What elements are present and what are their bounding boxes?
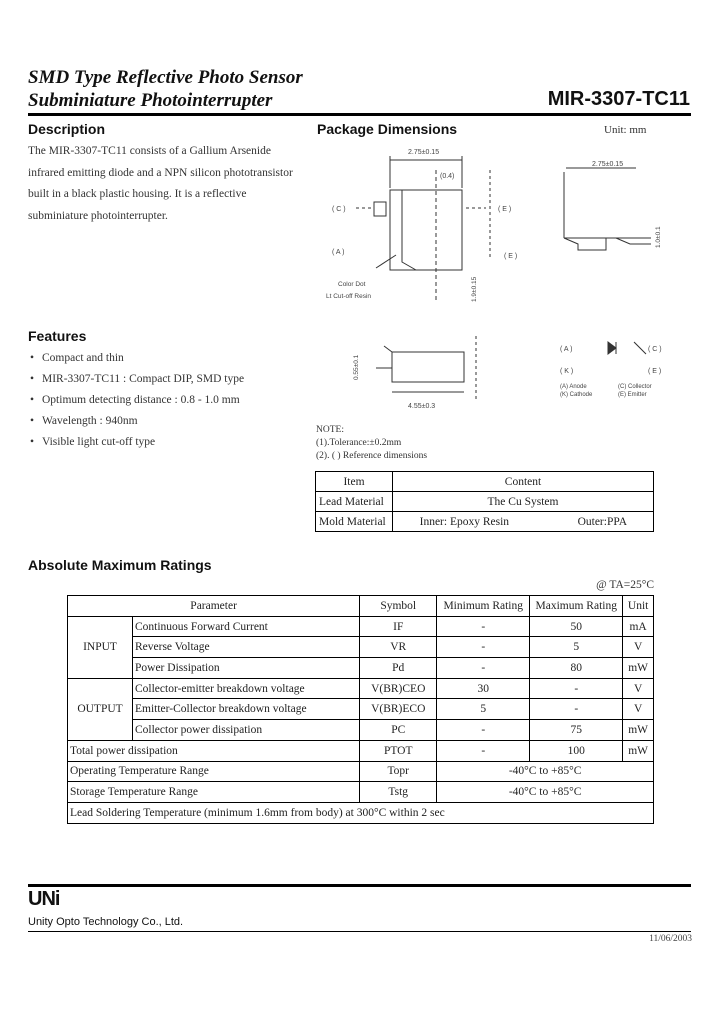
features-heading: Features bbox=[28, 328, 87, 344]
diode-icon bbox=[608, 342, 616, 354]
table-row bbox=[316, 512, 654, 532]
param-cell: Reverse Voltage bbox=[133, 637, 360, 658]
ratings-table bbox=[67, 595, 654, 824]
header-unit: Unit bbox=[623, 596, 654, 617]
unit-label: Unit: mm bbox=[604, 124, 647, 136]
dim-width: 2.75±0.15 bbox=[408, 149, 440, 156]
materials-item: Mold Material bbox=[316, 512, 393, 532]
circuit-pin-e: ( E ) bbox=[648, 368, 662, 375]
title-line1: SMD Type Reflective Photo Sensor bbox=[28, 67, 303, 88]
list-item: • Compact and thin bbox=[30, 348, 244, 369]
table-row bbox=[68, 782, 654, 803]
materials-content-outer: Outer:PPA bbox=[536, 512, 654, 532]
table-row bbox=[68, 658, 654, 679]
min-cell: - bbox=[437, 616, 530, 637]
max-cell: 80 bbox=[530, 658, 623, 679]
note-2: (2). ( ) Reference dimensions bbox=[316, 451, 428, 461]
dim-04: (0.4) bbox=[440, 173, 455, 180]
ratings-heading: Absolute Maximum Ratings bbox=[28, 557, 212, 573]
description-heading: Description bbox=[28, 121, 106, 137]
front-view bbox=[376, 336, 476, 400]
symbol-cell: Topr bbox=[360, 761, 437, 782]
param-cell: Continuous Forward Current bbox=[133, 616, 360, 637]
legend-right: (C) Collector (E) Emitter bbox=[618, 384, 652, 398]
description-text: The MIR-3307-TC11 consists of a Gallium Arsenide infrared emitting diode and a NPN silicon phototransistor built in a black plastic housing. It is a reflective subminiature photointerrupter. bbox=[28, 145, 293, 222]
table-row bbox=[68, 616, 654, 637]
table-row bbox=[68, 740, 654, 761]
dim-top-right: 2.75±0.15 bbox=[592, 161, 624, 168]
max-cell: 5 bbox=[530, 637, 623, 658]
symbol-cell: V(BR)ECO bbox=[360, 699, 437, 720]
table-row bbox=[68, 802, 654, 823]
unit-cell: V bbox=[623, 699, 654, 720]
max-cell: - bbox=[530, 678, 623, 699]
min-cell: - bbox=[437, 658, 530, 679]
symbol-cell: PTOT bbox=[360, 740, 437, 761]
materials-item: Lead Material bbox=[316, 492, 393, 512]
pin-e-lower: ( E ) bbox=[504, 253, 518, 260]
symbol-cell: Tstg bbox=[360, 782, 437, 803]
footer-thin-rule bbox=[28, 931, 691, 932]
list-item: • Optimum detecting distance : 0.8 - 1.0 mm bbox=[30, 390, 244, 411]
list-item: • Wavelength : 940nm bbox=[30, 411, 244, 432]
cutoff-label: Lt Cut-off Resin bbox=[326, 293, 372, 300]
symbol-cell: PC bbox=[360, 720, 437, 741]
list-item: • Visible light cut-off type bbox=[30, 432, 244, 453]
pin-a-label: ( A ) bbox=[332, 249, 345, 256]
circuit-pin-a: ( A ) bbox=[560, 346, 573, 353]
unit-cell: mA bbox=[623, 616, 654, 637]
dim-side: 1.9±0.15 bbox=[471, 276, 478, 302]
header-symbol: Symbol bbox=[360, 596, 437, 617]
header-max: Maximum Rating bbox=[530, 596, 623, 617]
max-cell: 50 bbox=[530, 616, 623, 637]
dim-right: 1.0±0.1 bbox=[655, 226, 662, 248]
param-cell: Power Dissipation bbox=[133, 658, 360, 679]
unit-cell: mW bbox=[623, 720, 654, 741]
header-parameter: Parameter bbox=[68, 596, 360, 617]
part-number: MIR-3307-TC11 bbox=[547, 88, 690, 110]
features-list bbox=[30, 348, 244, 453]
table-row bbox=[68, 596, 654, 617]
symbol-cell: Pd bbox=[360, 658, 437, 679]
circuit-pin-c: ( C ) bbox=[648, 346, 662, 353]
table-row bbox=[68, 699, 654, 720]
table-row bbox=[68, 637, 654, 658]
table-row bbox=[316, 492, 654, 512]
min-cell: - bbox=[437, 740, 530, 761]
ratings-condition: @ TA=25°C bbox=[596, 579, 654, 591]
param-cell: Emitter-Collector breakdown voltage bbox=[133, 699, 360, 720]
side-view bbox=[564, 168, 651, 250]
package-heading: Package Dimensions bbox=[317, 121, 458, 137]
param-cell: Collector power dissipation bbox=[133, 720, 360, 741]
header-rule bbox=[28, 113, 691, 116]
front-view-body bbox=[392, 352, 464, 382]
footer-rule bbox=[28, 884, 691, 887]
document-date: 11/06/2003 bbox=[649, 934, 692, 944]
materials-content: The Cu System bbox=[393, 492, 654, 512]
max-cell: 100 bbox=[530, 740, 623, 761]
unit-cell: mW bbox=[623, 740, 654, 761]
list-item: • MIR-3307-TC11 : Compact DIP, SMD type bbox=[30, 369, 244, 390]
package-drawing bbox=[316, 140, 696, 410]
table-row bbox=[68, 678, 654, 699]
header-min: Minimum Rating bbox=[437, 596, 530, 617]
transistor-icon bbox=[634, 342, 646, 354]
param-cell: Storage Temperature Range bbox=[68, 782, 360, 803]
circuit-symbol bbox=[608, 342, 646, 354]
range-cell: -40°C to +85°C bbox=[437, 761, 654, 782]
inner-outline bbox=[402, 190, 416, 270]
legend-left: (A) Anode (K) Cathode bbox=[560, 384, 593, 398]
dim-small: 0.55±0.1 bbox=[353, 354, 360, 380]
output-group-label: OUTPUT bbox=[68, 678, 133, 740]
left-pad bbox=[374, 202, 386, 216]
symbol-cell: VR bbox=[360, 637, 437, 658]
unit-cell: mW bbox=[623, 658, 654, 679]
top-view-body bbox=[390, 190, 462, 270]
circuit-pin-k: ( K ) bbox=[560, 368, 574, 375]
note-heading: NOTE: bbox=[316, 425, 344, 435]
pin-e-label: ( E ) bbox=[498, 206, 512, 213]
table-row bbox=[316, 472, 654, 492]
param-cell: Collector-emitter breakdown voltage bbox=[133, 678, 360, 699]
max-cell: 75 bbox=[530, 720, 623, 741]
company-name: Unity Opto Technology Co., Ltd. bbox=[28, 916, 184, 928]
min-cell: 5 bbox=[437, 699, 530, 720]
min-cell: - bbox=[437, 720, 530, 741]
top-view bbox=[356, 156, 490, 300]
input-group-label: INPUT bbox=[68, 616, 133, 678]
table-row bbox=[68, 761, 654, 782]
symbol-cell: IF bbox=[360, 616, 437, 637]
unit-cell: V bbox=[623, 678, 654, 699]
max-cell: - bbox=[530, 699, 623, 720]
min-cell: 30 bbox=[437, 678, 530, 699]
min-cell: - bbox=[437, 637, 530, 658]
soldering-cell: Lead Soldering Temperature (minimum 1.6mm from body) at 300°C within 2 sec bbox=[68, 802, 654, 823]
table-row bbox=[68, 720, 654, 741]
materials-table bbox=[315, 471, 654, 532]
unit-cell: V bbox=[623, 637, 654, 658]
note-1: (1).Tolerance:±0.2mm bbox=[316, 438, 402, 448]
materials-header-item: Item bbox=[316, 472, 393, 492]
param-cell: Operating Temperature Range bbox=[68, 761, 360, 782]
range-cell: -40°C to +85°C bbox=[437, 782, 654, 803]
materials-header-content: Content bbox=[393, 472, 654, 492]
color-dot-label: Color Dot bbox=[338, 281, 366, 288]
param-cell: Total power dissipation bbox=[68, 740, 360, 761]
pin-c-label: ( C ) bbox=[332, 206, 346, 213]
title-line2: Subminiature Photointerrupter bbox=[28, 90, 273, 111]
symbol-cell: V(BR)CEO bbox=[360, 678, 437, 699]
dim-length: 4.55±0.3 bbox=[408, 403, 436, 410]
company-logo: UNi bbox=[28, 888, 60, 910]
materials-content: Inner: Epoxy Resin bbox=[393, 512, 536, 532]
